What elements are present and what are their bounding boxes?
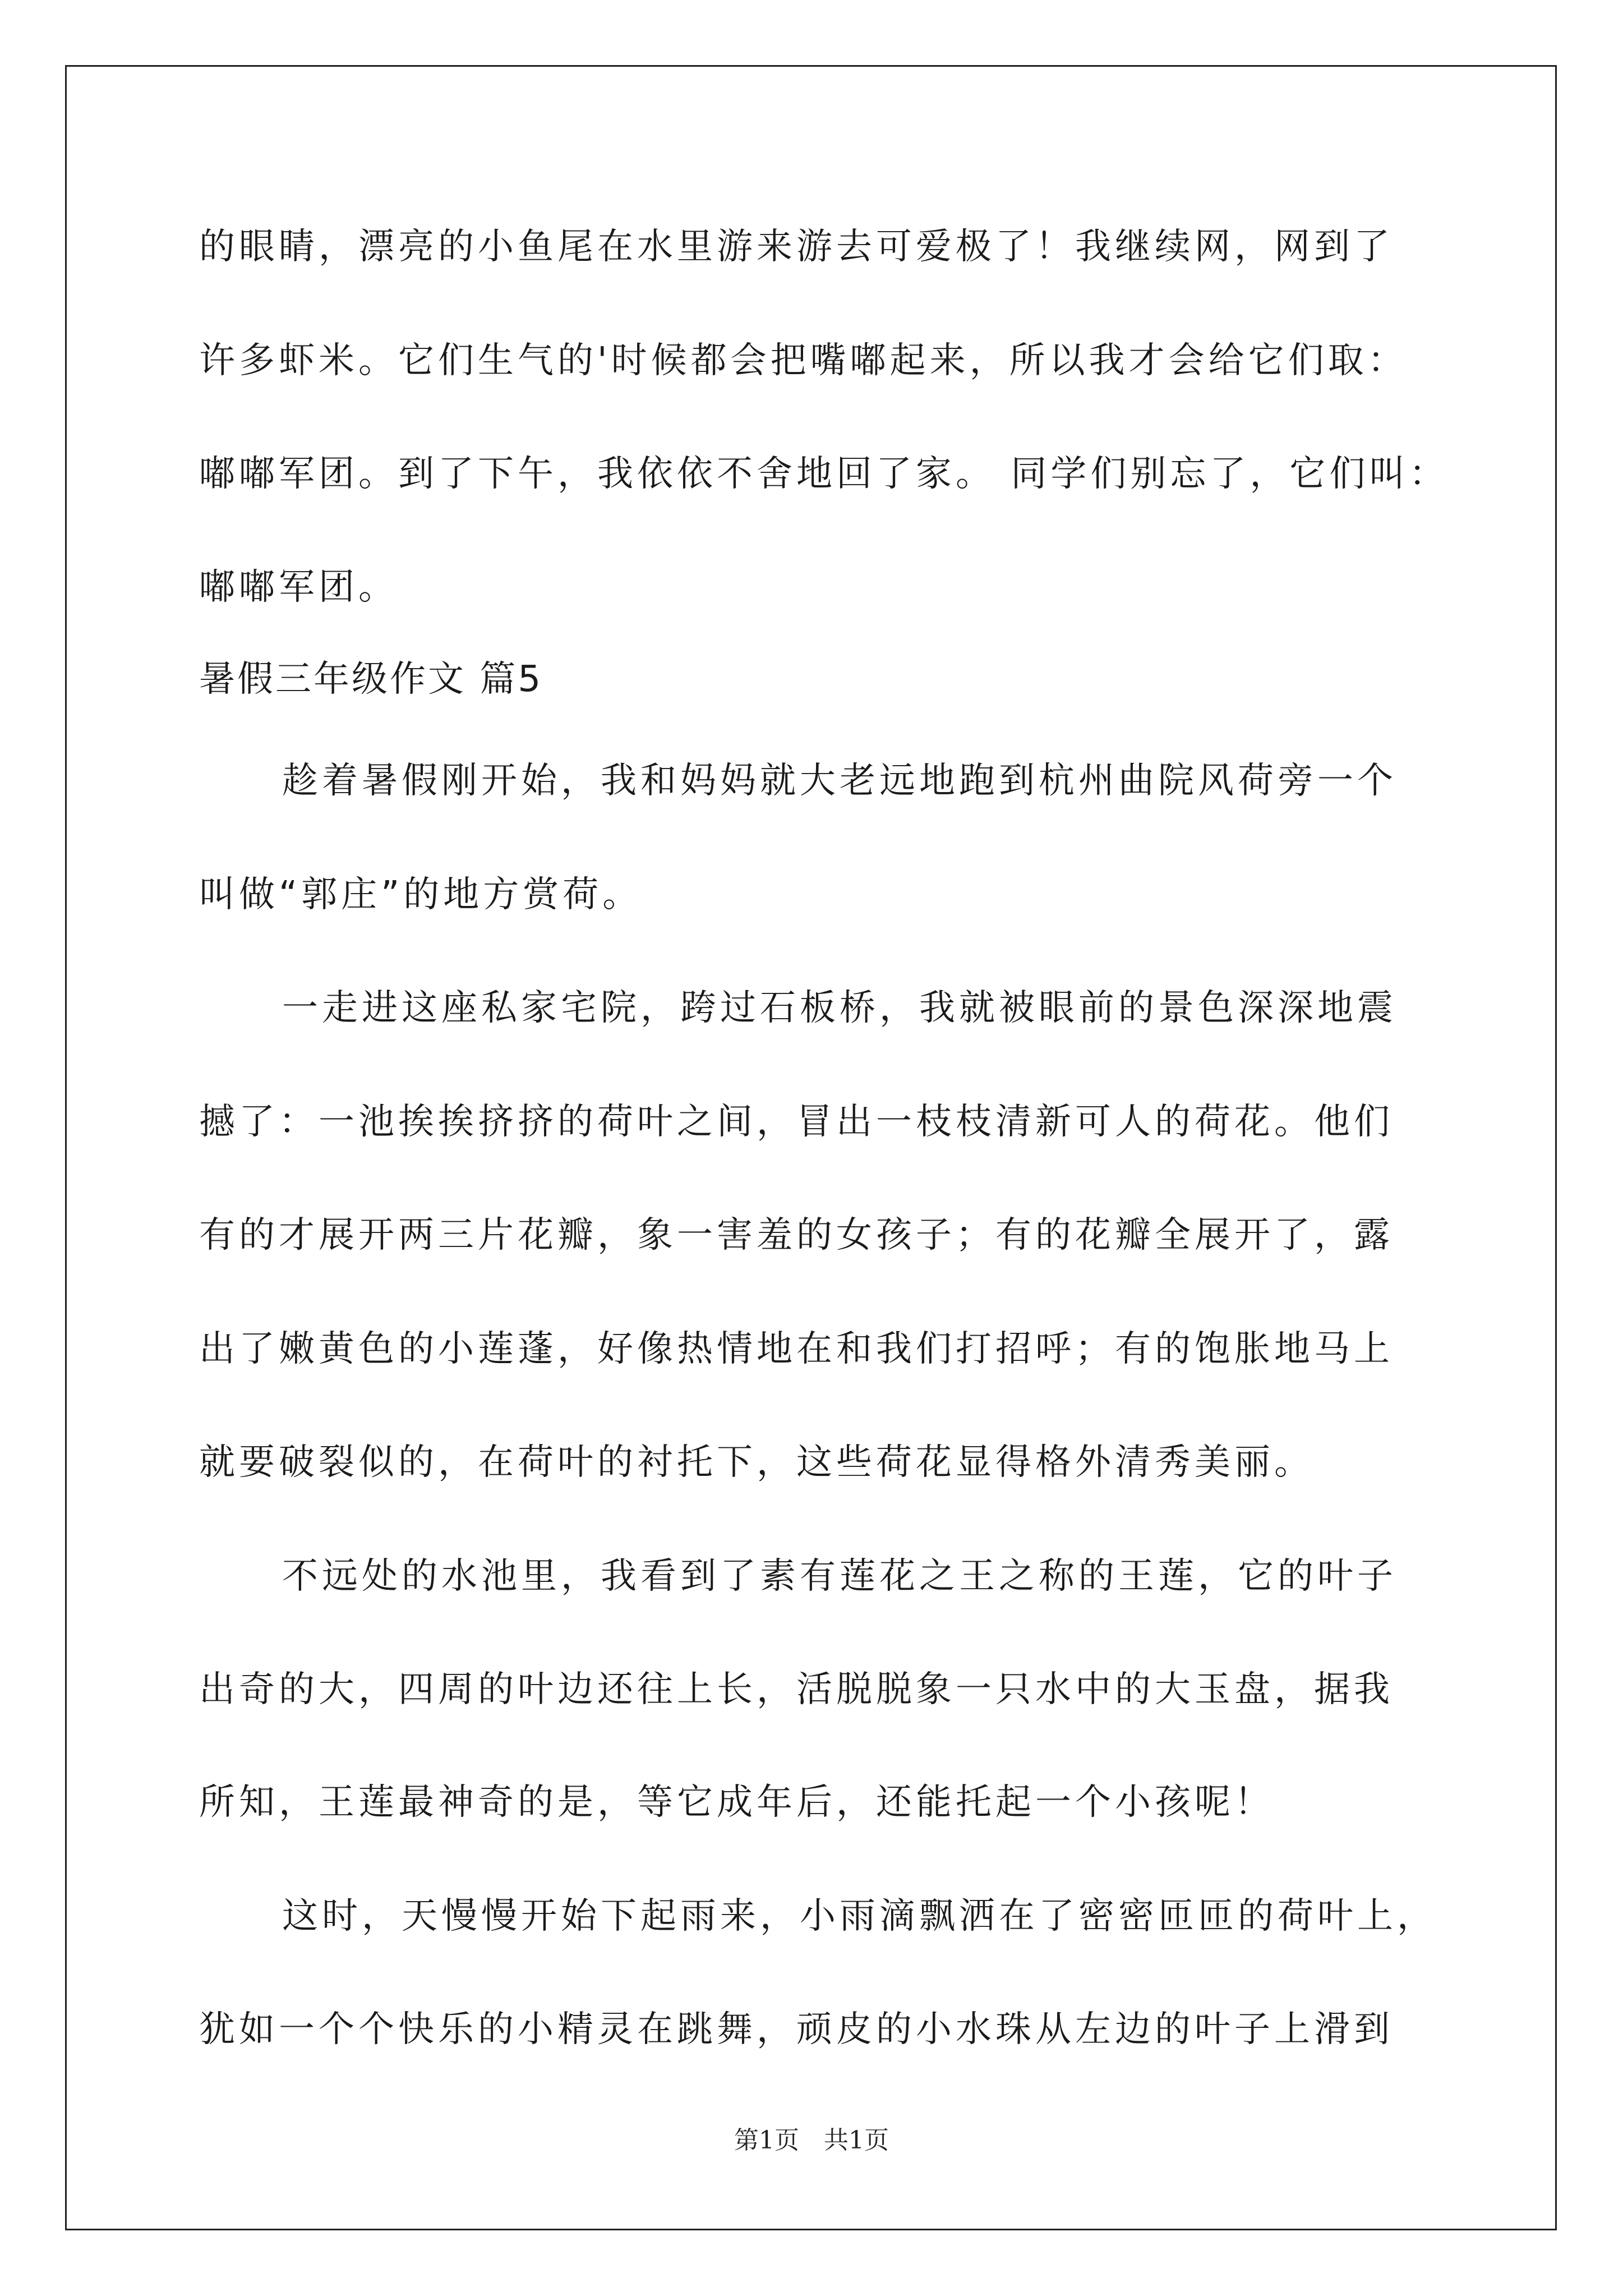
paragraph-first-line: 一走进这座私家宅院，跨过石板桥，我就被眼前的景色深深地震 xyxy=(282,987,1397,1029)
body-text-line: 的眼睛，漂亮的小鱼尾在水里游来游去可爱极了！我继续网，网到了 xyxy=(199,226,1394,268)
body-text-line: 出奇的大，四周的叶边还往上长，活脱脱象一只水中的大玉盘，据我 xyxy=(199,1669,1394,1710)
paragraph-first-line: 趁着暑假刚开始，我和妈妈就大老远地跑到杭州曲院风荷旁一个 xyxy=(282,760,1397,802)
body-text-line: 出了嫩黄色的小莲蓬，好像热情地在和我们打招呼；有的饱胀地马上 xyxy=(199,1328,1394,1370)
body-text-line: 叫做“郭庄”的地方赏荷。 xyxy=(199,874,643,915)
body-text-line: 许多虾米。它们生气的'时候都会把嘴嘟起来，所以我才会给它们取： xyxy=(199,340,1408,381)
body-text-line: 嘟嘟军团。到了下午，我依依不舍地回了家。 同学们别忘了，它们叫： xyxy=(199,453,1449,495)
body-text-line: 所知，王莲最神奇的是，等它成年后，还能托起一个小孩呢！ xyxy=(199,1782,1274,1823)
paragraph-first-line: 这时，天慢慢开始下起雨来，小雨滴飘洒在了密密匝匝的荷叶上， xyxy=(282,1895,1437,1937)
section-heading: 暑假三年级作文 篇5 xyxy=(199,659,543,700)
body-text-line: 嘟嘟军团。 xyxy=(199,567,398,608)
body-text-line: 犹如一个个快乐的小精灵在跳舞，顽皮的小水珠从左边的叶子上滑到 xyxy=(199,2009,1394,2050)
body-text-line: 就要破裂似的，在荷叶的衬托下，这些荷花显得格外清秀美丽。 xyxy=(199,1442,1314,1483)
page-total: 共1页 xyxy=(824,2126,889,2155)
page-footer xyxy=(0,2125,1623,2156)
paragraph-first-line: 不远处的水池里，我看到了素有莲花之王之称的王莲，它的叶子 xyxy=(282,1556,1397,1597)
body-text-line: 有的才展开两三片花瓣，象一害羞的女孩子；有的花瓣全展开了，露 xyxy=(199,1214,1394,1256)
page-number: 第1页 xyxy=(734,2126,799,2155)
body-text-line: 撼了：一池挨挨挤挤的荷叶之间，冒出一枝枝清新可人的荷花。他们 xyxy=(199,1101,1394,1143)
